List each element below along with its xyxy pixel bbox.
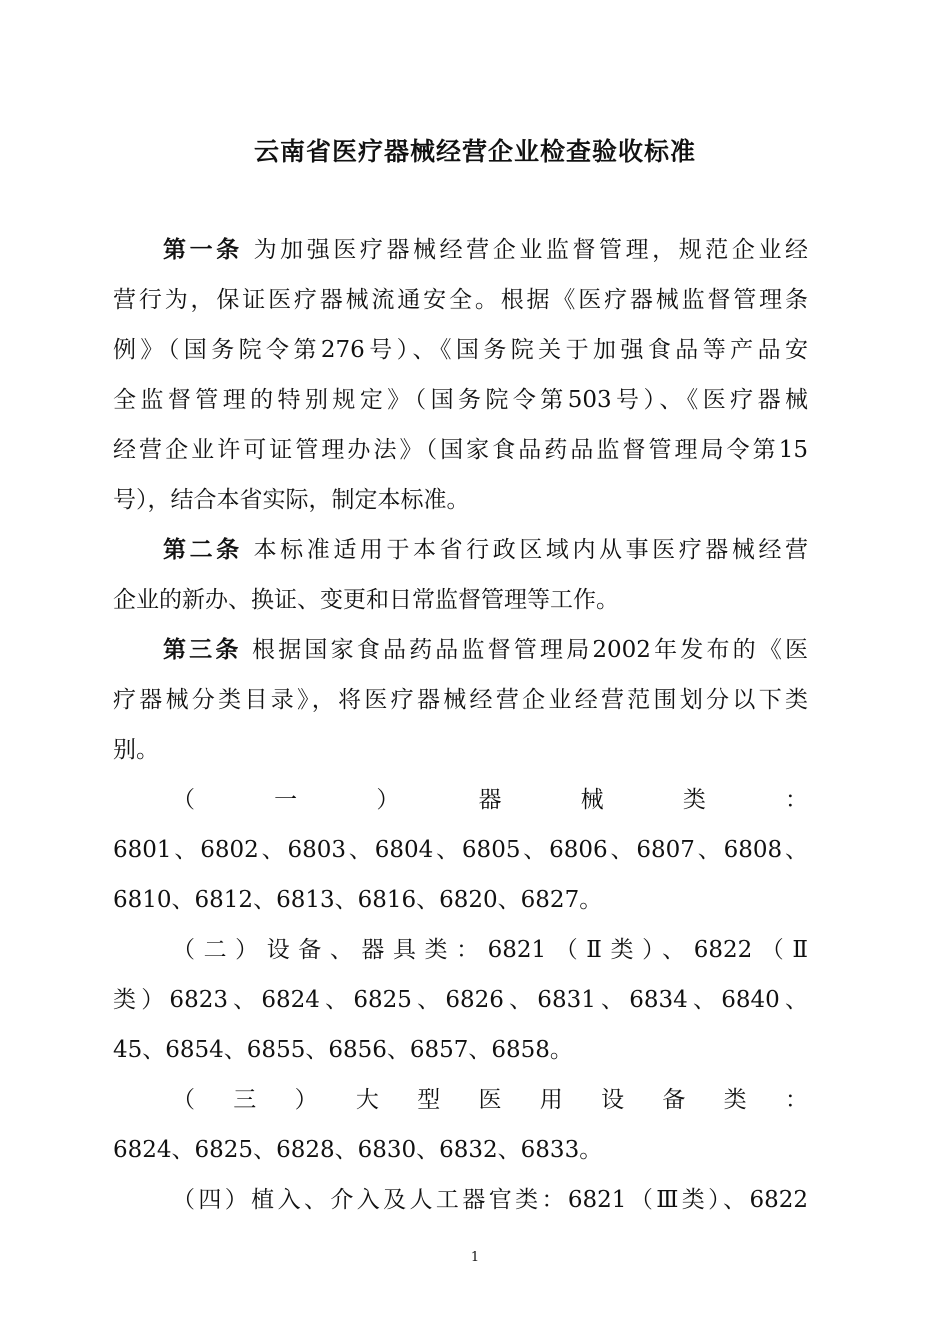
article-1-line-5: 经营企业许可证管理办法》（国家食品药品监督管理局令第15: [113, 437, 808, 463]
article-1-line-3: 例》（国务院令第276号）、《国务院关于加强食品等产品安: [113, 337, 808, 363]
category-1-line-2: 6801、6802、6803、6804、6805、6806、6807、6808、: [113, 837, 808, 863]
article-2-line-2: 企业的新办、换证、变更和日常监督管理等工作。: [113, 587, 619, 613]
category-4-line-1: （四）植入、介入及人工器官类：6821（Ⅲ类）、6822: [172, 1187, 808, 1213]
article-1-line-1: [163, 233, 808, 267]
article-3-text-1: 根据国家食品药品监督管理局2002年发布的《医: [252, 637, 808, 663]
article-1-text-1: 为加强医疗器械经营企业监督管理，规范企业经: [253, 237, 808, 263]
article-2-label: 第二条: [163, 537, 243, 563]
article-3-line-3: 别。: [113, 737, 159, 763]
category-2-line-3: 45、6854、6855、6856、6857、6858。: [113, 1037, 573, 1063]
article-3-line-2: 疗器械分类目录》，将医疗器械经营企业经营范围划分以下类: [113, 687, 808, 713]
article-1-line-4: 全监督管理的特别规定》（国务院令第503号）、《医疗器械: [113, 387, 808, 413]
article-1-label: 第一条: [163, 237, 243, 263]
category-2-line-1: （二）设备、器具类：6821（Ⅱ类）、6822（Ⅱ: [172, 937, 808, 963]
article-1-line-6: 号），结合本省实际，制定本标准。: [113, 487, 470, 513]
article-1-line-2: 营行为，保证医疗器械流通安全。根据《医疗器械监督管理条: [113, 287, 808, 313]
page-number: 1: [470, 1250, 480, 1265]
article-2-line-1: [163, 533, 808, 567]
category-2-line-2: 类）6823、6824、6825、6826、6831、6834、6840、: [113, 987, 808, 1013]
article-3-line-1: [163, 633, 808, 667]
category-3-heading: （ 三 ） 大 型 医 用 设 备 类 ：: [172, 1087, 808, 1113]
document-title: 云南省医疗器械经营企业检查验收标准: [253, 137, 696, 166]
category-3-line-2: 6824、6825、6828、6830、6832、6833。: [113, 1137, 603, 1163]
article-3-label: 第三条: [163, 637, 242, 663]
category-1-heading: （ 一 ） 器 械 类 ：: [172, 787, 808, 813]
category-1-line-3: 6810、6812、6813、6816、6820、6827。: [113, 887, 603, 913]
article-2-text-1: 本标准适用于本省行政区域内从事医疗器械经营: [253, 537, 808, 563]
